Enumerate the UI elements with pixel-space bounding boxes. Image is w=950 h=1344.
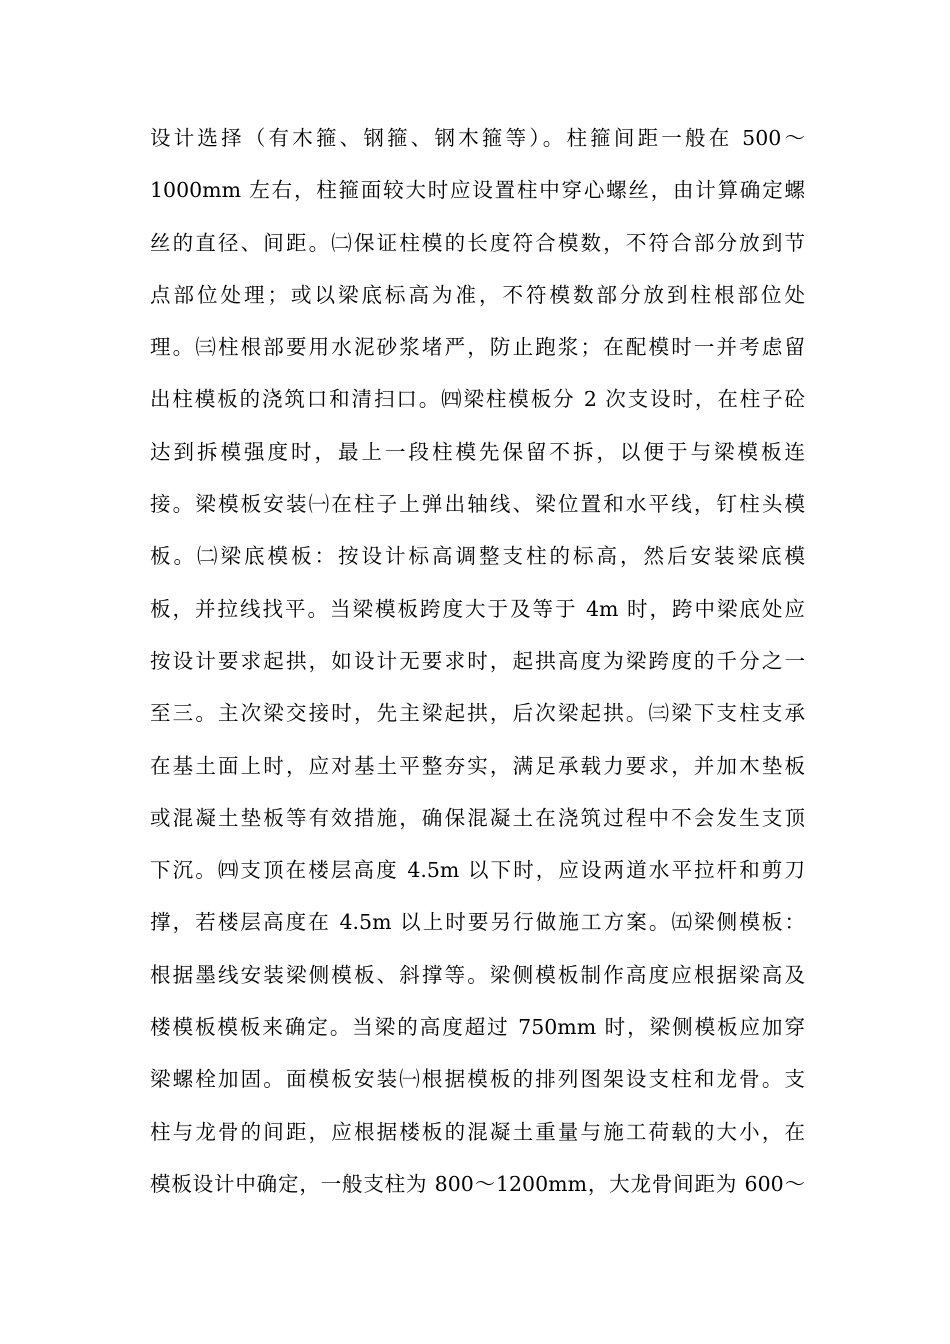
- text-line: 至三。主次梁交接时，先主梁起拱，后次梁起拱。㈢梁下支柱支承: [150, 701, 805, 726]
- body-text: [150, 112, 805, 1210]
- text-line: 达到拆模强度时，最上一段柱模先保留不拆，以便于与梁模板连: [150, 439, 805, 464]
- text-line: 点部位处理；或以梁底标高为准，不符模数部分放到柱根部位处: [150, 282, 805, 307]
- text-line: 理。㈢柱根部要用水泥砂浆堵严，防止跑浆；在配模时一并考虑留: [150, 335, 805, 360]
- text-line: 梁螺栓加固。面模板安装㈠根据模板的排列图架设支柱和龙骨。支: [150, 1067, 805, 1092]
- text-line: 接。梁模板安装㈠在柱子上弹出轴线、梁位置和水平线，钉柱头模: [150, 492, 805, 517]
- text-line: 柱与龙骨的间距，应根据楼板的混凝土重量与施工荷载的大小，在: [150, 1119, 805, 1144]
- text-line: 出柱模板的浇筑口和清扫口。㈣梁柱模板分 2 次支设时，在柱子砼: [150, 387, 805, 412]
- text-line: 1000mm 左右，柱箍面较大时应设置柱中穿心螺丝，由计算确定螺: [150, 178, 805, 203]
- text-line: 下沉。㈣支顶在楼层高度 4.5m 以下时，应设两道水平拉杆和剪刀: [150, 858, 805, 883]
- text-line: 丝的直径、间距。㈡保证柱模的长度符合模数，不符合部分放到节: [150, 230, 805, 255]
- text-line: 板。㈡梁底模板：按设计标高调整支柱的标高，然后安装梁底模: [150, 544, 805, 569]
- text-line: 或混凝土垫板等有效措施，确保混凝土在浇筑过程中不会发生支顶: [150, 805, 805, 830]
- text-line: 在基土面上时，应对基土平整夯实，满足承载力要求，并加木垫板: [150, 753, 805, 778]
- text-line: 板，并拉线找平。当梁模板跨度大于及等于 4m 时，跨中梁底处应: [150, 596, 805, 621]
- text-line: 撑，若楼层高度在 4.5m 以上时要另行做施工方案。㈤梁侧模板：: [150, 910, 805, 935]
- text-line: 模板设计中确定，一般支柱为 800～1200mm，大龙骨间距为 600～: [150, 1171, 805, 1196]
- text-line: 设计选择（有木箍、钢箍、钢木箍等）。柱箍间距一般在 500～: [150, 126, 805, 150]
- text-line: 根据墨线安装梁侧模板、斜撑等。梁侧模板制作高度应根据梁高及: [150, 962, 805, 987]
- text-line: 按设计要求起拱，如设计无要求时，起拱高度为梁跨度的千分之一: [150, 648, 805, 673]
- text-line: 楼模板模板来确定。当梁的高度超过 750mm 时，梁侧模板应加穿: [150, 1015, 805, 1040]
